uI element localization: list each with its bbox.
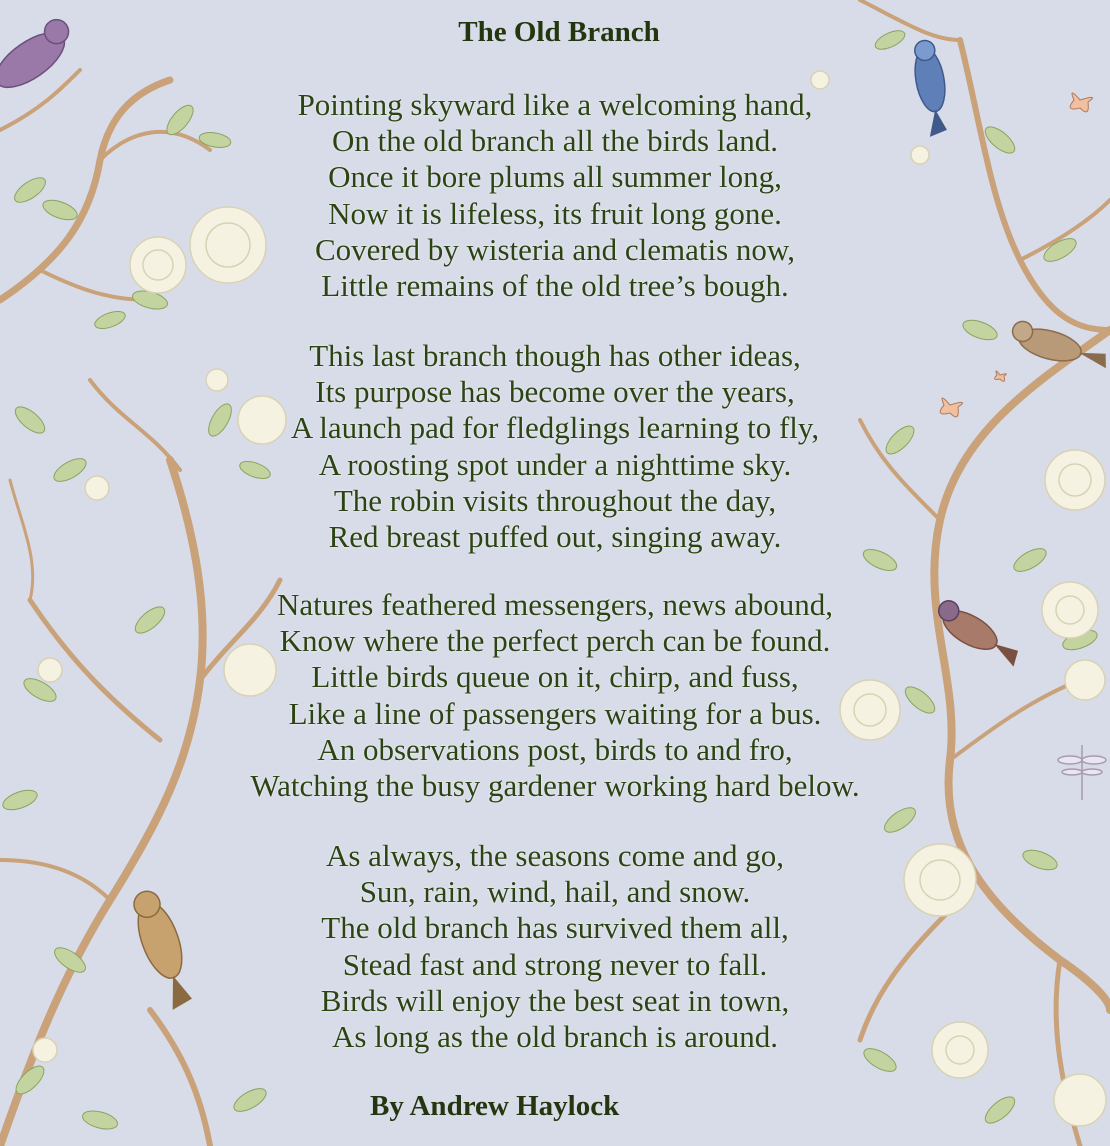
stanza-4: [0, 838, 1110, 1055]
poem-line: Its purpose has become over the years,: [315, 374, 795, 410]
poem-line: Once it bore plums all summer long,: [328, 159, 782, 195]
poem-line: Watching the busy gardener working hard below.: [250, 768, 860, 804]
poem-line: A launch pad for fledglings learning to fly,: [290, 410, 820, 446]
poem-line: A roosting spot under a nighttime sky.: [318, 446, 792, 482]
stanza-2: [0, 338, 1110, 555]
poem-line: Red breast puffed out, singing away.: [328, 519, 782, 555]
poem-line: As long as the old branch is around.: [332, 1019, 778, 1055]
poem-line: Covered by wisteria and clematis now,: [314, 231, 796, 267]
poem-line: This last branch though has other ideas,: [309, 338, 801, 373]
poem-line: Birds will enjoy the best seat in town,: [320, 982, 790, 1018]
poem-line: An observations post, birds to and fro,: [317, 731, 793, 767]
poem-line: The old branch has survived them all,: [321, 910, 789, 946]
stanza-3: [0, 587, 1110, 804]
poem-line: The robin visits throughout the day,: [333, 482, 777, 518]
stanza-1: [0, 87, 1110, 304]
poem-line: Stead fast and strong never to fall.: [342, 946, 768, 982]
poem-line: Like a line of passengers waiting for a bus.: [288, 695, 822, 731]
poem-line: Little remains of the old tree’s bough.: [321, 268, 789, 304]
poem-line: Sun, rain, wind, hail, and snow.: [359, 874, 751, 910]
poem-line: As always, the seasons come and go,: [325, 838, 784, 873]
poem-line: On the old branch all the birds land.: [332, 123, 778, 159]
poem-line: Know where the perfect perch can be found.: [279, 623, 831, 659]
poem-line: Pointing skyward like a welcoming hand,: [297, 87, 813, 122]
poem-line: Little birds queue on it, chirp, and fuss,: [311, 659, 799, 695]
poem-line: Now it is lifeless, its fruit long gone.: [328, 195, 782, 231]
poem-author: By Andrew Haylock: [370, 1090, 620, 1122]
poem-line: Natures feathered messengers, news abound,: [276, 587, 834, 622]
poem-title: The Old Branch: [458, 16, 660, 48]
